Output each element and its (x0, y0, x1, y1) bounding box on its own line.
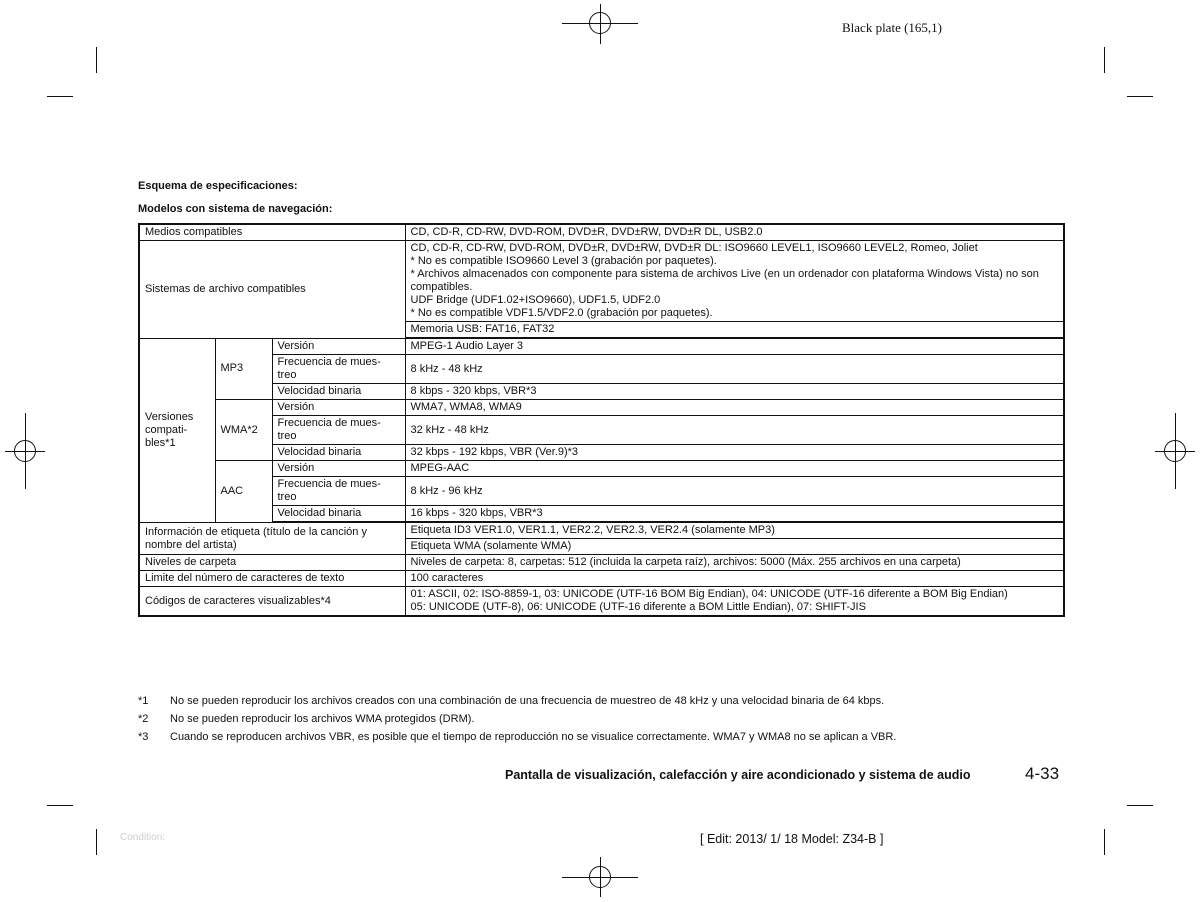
format-label: AAC (215, 461, 272, 523)
table-row (139, 241, 1064, 322)
footnote (138, 695, 884, 707)
format-label: MP3 (215, 338, 272, 400)
row-value: 32 kbps - 192 kbps, VBR (Ver.9)*3 (405, 445, 1064, 461)
plate-label: Black plate (165,1) (842, 20, 942, 35)
row-value: 8 kHz - 48 kHz (405, 355, 1064, 384)
spec-table (138, 223, 1065, 617)
crop-mark (1127, 805, 1153, 806)
attr-label: Velocidad binaria (272, 445, 405, 461)
subsection-title: Modelos con sistema de navegación: (138, 203, 333, 215)
row-value: 8 kbps - 320 kbps, VBR*3 (405, 384, 1064, 400)
footnote-mark: *2 (138, 713, 149, 725)
row-label: Códigos de caracteres visualizables*4 (139, 587, 405, 617)
row-value (405, 241, 1064, 322)
table-row (139, 571, 1064, 587)
row-label: Limite del número de caracteres de texto (139, 571, 405, 587)
row-value: Memoria USB: FAT16, FAT32 (405, 322, 1064, 339)
row-label: Sistemas de archivo compatibles (139, 241, 405, 339)
footnote-mark: *1 (138, 695, 149, 707)
row-label: Medios compatibles (139, 224, 405, 241)
table-row (139, 338, 1064, 355)
table-row (139, 384, 1064, 400)
value-line: 05: UNICODE (UTF-8), 06: UNICODE (UTF-16 diferente a BOM Little Endian), 07: SHIFT-JIS (410, 601, 866, 613)
attr-label: Versión (272, 461, 405, 477)
format-label: WMA*2 (215, 400, 272, 461)
table-row (139, 587, 1064, 617)
footnote (138, 713, 474, 725)
attr-label: Frecuencia de mues- treo (272, 355, 405, 384)
crop-mark (47, 96, 73, 97)
crop-mark (96, 829, 97, 855)
table-row (139, 522, 1064, 539)
table-row (139, 400, 1064, 416)
row-label: Información de etiqueta (título de la canción y nombre del artista) (139, 522, 405, 555)
row-value: CD, CD-R, CD-RW, DVD-ROM, DVD±R, DVD±RW, DVD±R DL, USB2.0 (405, 224, 1064, 241)
footnote-text: Cuando se reproducen archivos VBR, es posible que el tiempo de reproducción no se visualice correctamente. WMA7 y WMA8 no se aplican a VBR. (170, 731, 897, 743)
crop-mark (1104, 47, 1105, 73)
crop-mark (47, 805, 73, 806)
crop-mark (96, 47, 97, 73)
value-line: 01: ASCII, 02: ISO-8859-1, 03: UNICODE (UTF-16 BOM Big Endian), 04: UNICODE (UTF-16 diferente a BOM Big Endian) (410, 588, 1008, 600)
table-row (139, 555, 1064, 571)
value-line: * Archivos almacenados con componente para sistema de archivos Live (en un ordenador con plataforma Windows Vista) no son compatibles. (410, 268, 1039, 293)
row-value: Etiqueta ID3 VER1.0, VER1.1, VER2.2, VER2.3, VER2.4 (solamente MP3) (405, 522, 1064, 539)
value-line: * No es compatible VDF1.5/VDF2.0 (grabación por paquetes). (410, 307, 713, 319)
footnote-text: No se pueden reproducir los archivos WMA protegidos (DRM). (170, 713, 475, 725)
attr-label: Velocidad binaria (272, 506, 405, 523)
table-row (139, 477, 1064, 506)
row-value: WMA7, WMA8, WMA9 (405, 400, 1064, 416)
row-value: Etiqueta WMA (solamente WMA) (405, 539, 1064, 555)
row-label: Versiones compati- bles*1 (139, 338, 215, 522)
row-value: MPEG-AAC (405, 461, 1064, 477)
row-value (405, 587, 1064, 617)
footnote-mark: *3 (138, 731, 149, 743)
table-row (139, 224, 1064, 241)
attr-label: Versión (272, 400, 405, 416)
edit-info: [ Edit: 2013/ 1/ 18 Model: Z34-B ] (700, 832, 884, 846)
table-row (139, 506, 1064, 523)
row-value: 32 kHz - 48 kHz (405, 416, 1064, 445)
crop-mark (1104, 829, 1105, 855)
attr-label: Versión (272, 338, 405, 355)
condition-label: Condition: (120, 832, 166, 843)
crop-mark (1127, 96, 1153, 97)
table-row (139, 461, 1064, 477)
footnote-text: No se pueden reproducir los archivos creados con una combinación de una frecuencia de muestreo de 48 kHz y una velocidad binaria de 64 kbps. (170, 695, 885, 707)
page-number: 4-33 (1025, 764, 1060, 783)
table-row (139, 445, 1064, 461)
table-row (139, 355, 1064, 384)
row-value: 8 kHz - 96 kHz (405, 477, 1064, 506)
attr-label: Frecuencia de mues- treo (272, 477, 405, 506)
row-label: Niveles de carpeta (139, 555, 405, 571)
row-value: Niveles de carpeta: 8, carpetas: 512 (incluida la carpeta raíz), archivos: 5000 (Máx. 255 archivos en una carpeta) (405, 555, 1064, 571)
value-line: * No es compatible ISO9660 Level 3 (grabación por paquetes). (410, 255, 717, 267)
footnote (138, 731, 896, 743)
table-row (139, 416, 1064, 445)
attr-label: Frecuencia de mues- treo (272, 416, 405, 445)
row-value: MPEG-1 Audio Layer 3 (405, 338, 1064, 355)
row-value: 16 kbps - 320 kbps, VBR*3 (405, 506, 1064, 523)
row-value: 100 caracteres (405, 571, 1064, 587)
section-title: Esquema de especificaciones: (138, 180, 298, 192)
attr-label: Velocidad binaria (272, 384, 405, 400)
value-line: UDF Bridge (UDF1.02+ISO9660), UDF1.5, UDF2.0 (410, 294, 661, 306)
value-line: CD, CD-R, CD-RW, DVD-ROM, DVD±R, DVD±RW, DVD±R DL: ISO9660 LEVEL1, ISO9660 LEVEL2, Romeo, Joliet (410, 242, 978, 254)
footer-title: Pantalla de visualización, calefacción y aire acondicionado y sistema de audio (505, 768, 971, 782)
